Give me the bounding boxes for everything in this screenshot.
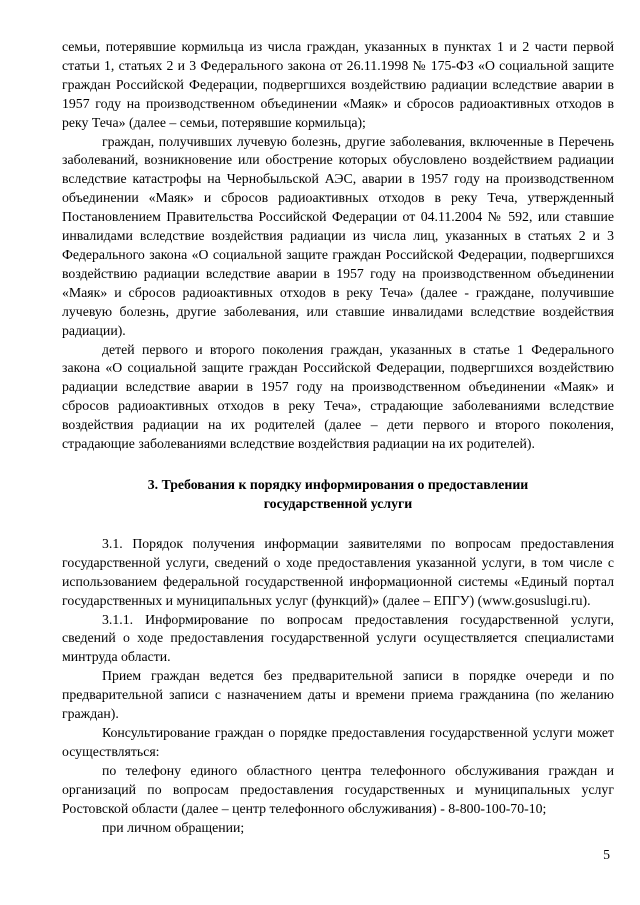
paragraph: граждан, получивших лучевую болезнь, другие заболевания, включенные в Перечень заболеваний, возникновение или обострение которых обусловлено воздействием радиации вследствие катастрофы на Чернобыльской АЭС, аварии в 1957 году на производственном объединении «Маяк» и сбросов радиоактивных отходов в реку Теча, утвержденный Постановлением Правительства Российской Федерации от 04.11.2004 № 592, или ставшие инвалидами вследствие воздействия радиации из числа лиц, указанных в статьях 2 и 3 Федерального закона «О социальной защите граждан Российской Федерации, подвергшихся воздействию радиации вследствие аварии в 1957 году на производственном объединении «Маяк» и сбросов радиоактивных отходов в реку Теча» (далее - граждане, получившие лучевую болезнь, другие заболевания, или ставшие инвалидами вследствие воздействия радиации). — [62, 133, 614, 338]
section-heading — [62, 475, 614, 513]
paragraph: по телефону единого областного центра телефонного обслуживания граждан и организаций по вопросам предоставления государственных и муниципальных услуг Ростовской области (далее – центр телефонного обслуживания) - 8-800-100-70-10; — [62, 762, 614, 816]
paragraph: при личном обращении; — [102, 819, 245, 835]
paragraph: семьи, потерявшие кормильца из числа граждан, указанных в пунктах 1 и 2 части первой статьи 1, статьях 2 и 3 Федерального закона от 26.11.1998 № 175-ФЗ «О социальной защите граждан Российской Федерации, подвергшихся воздействию радиации вследствие аварии в 1957 году на производственном объединении «Маяк» и сбросов радиоактивных отходов в реку Теча» (далее – семьи, потерявшие кормильца); — [62, 39, 614, 130]
document-page — [62, 38, 614, 837]
page-number: 5 — [603, 847, 610, 862]
paragraph: 3.1. Порядок получения информации заявителями по вопросам предоставления государственной услуги, сведений о ходе предоставления указанной услуги, в том числе с использованием федеральной государственной информационной системы «Единый портал государственных и муниципальных услуг (функций)» (далее – ЕПГУ) (www.gosuslugi.ru). — [62, 535, 614, 608]
paragraph: Консультирование граждан о порядке предоставления государственной услуги может осуществляться: — [62, 725, 614, 759]
paragraph: детей первого и второго поколения граждан, указанных в статье 1 Федерального закона «О социальной защите граждан Российской Федерации, подвергшихся воздействию радиации вследствие аварии в 1957 году на производственном объединении «Маяк» и сбросов радиоактивных отходов в реку Теча», страдающие заболеваниями вследствие воздействия радиации на их родителей (далее – дети первого и второго поколения, страдающие заболеваниями вследствие воздействия радиации на их родителей). — [62, 341, 614, 452]
paragraph: 3.1.1. Информирование по вопросам предоставления государственной услуги, сведений о ходе предоставления государственной услуги осуществляется специалистами минтруда области. — [62, 611, 614, 665]
section-heading-line1: 3. Требования к порядку информирования о предоставлении — [147, 476, 529, 492]
paragraph: Прием граждан ведется без предварительной записи в порядке очереди и по предварительной записи с назначением даты и времени приема гражданина (по желанию граждан). — [62, 668, 614, 722]
section-heading-line2: государственной услуги — [263, 495, 413, 511]
